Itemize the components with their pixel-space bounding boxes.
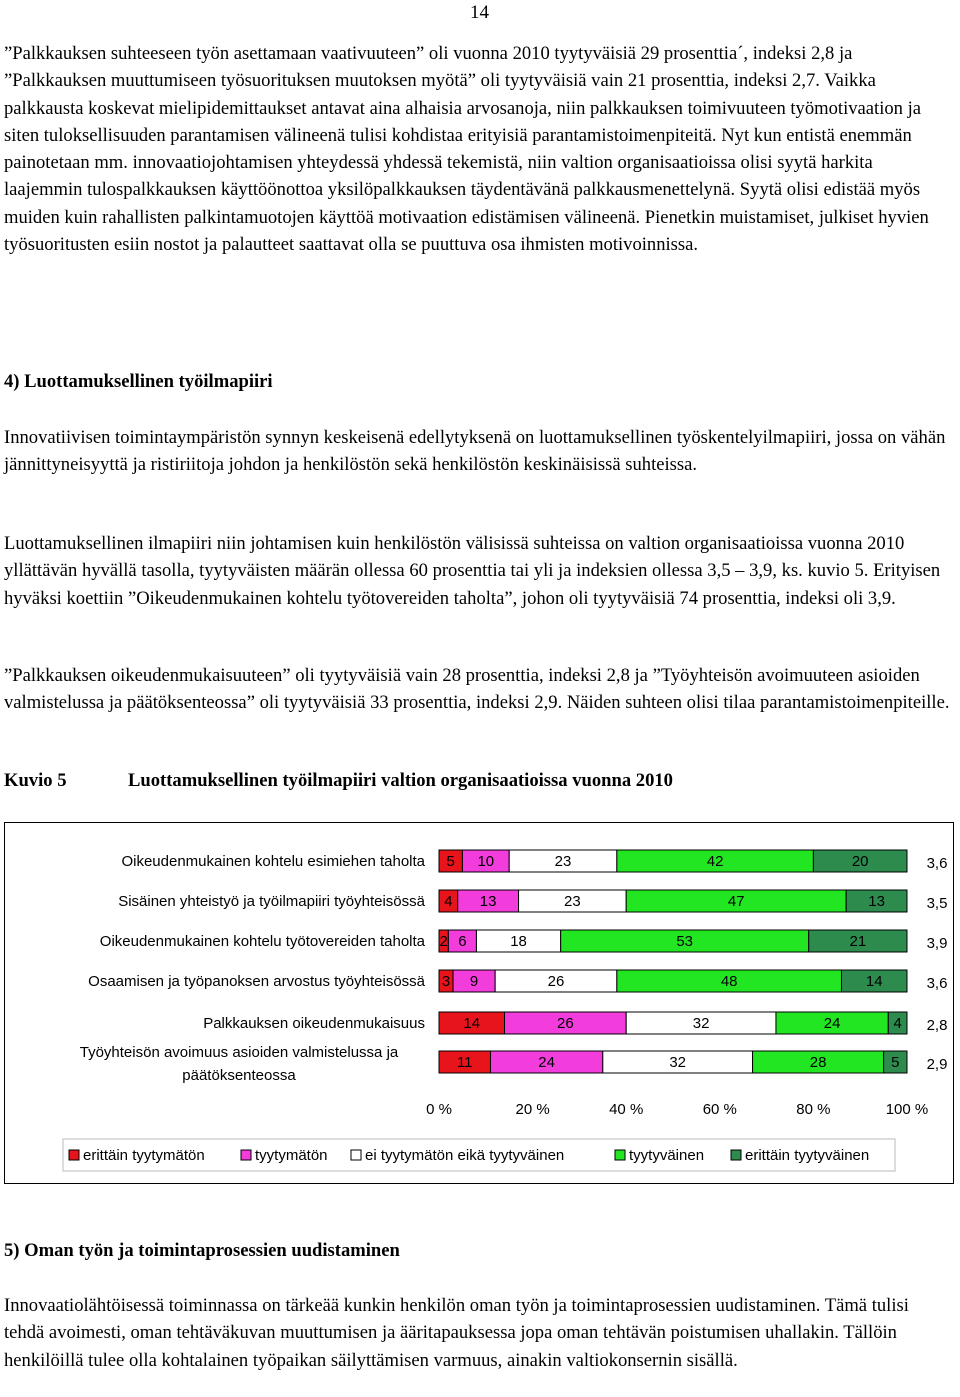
index-value: 2,8 [926, 1017, 948, 1034]
paragraph-5: Innovaatiolähtöisessä toiminnassa on tärkeää kunkin henkilön oman työn ja toimintaprosessien uudistaminen. Tämä tulisi tehdä avoimesti, oman tehtäväkuvan muuttumisen ja ääritapauksessa jopa oman tehtävän poistumisen uhallakin. Tällöin henkilöillä tulee olla kohtalainen työpaikan säilyttämisen varmuus, ainakin valtiokonsernin sisällä. [4, 1295, 909, 1371]
data-label: 4 [893, 1015, 902, 1032]
index-value: 2,9 [926, 1056, 948, 1073]
legend-label: tyytyväinen [629, 1147, 705, 1164]
x-tick-label: 60 % [702, 1101, 737, 1118]
data-label: 23 [554, 853, 572, 870]
data-label: 42 [706, 853, 724, 870]
data-label: 9 [469, 973, 479, 990]
paragraph-3: Luottamuksellinen ilmapiiri niin johtamisen kuin henkilöstön välisissä suhteissa on valtion organisaatioissa vuonna 2010 yllättävän hyvällä tasolla, tyytyväisten määrän ollessa 60 prosenttia tai yli ja indeksien ollessa 3,5 – 3,9, ks. kuvio 5. Erityisen hyväksi koettiin ”Oikeudenmukainen kohtelu työtovereiden taholta”, johon oli tyytyväisiä 74 prosenttia, indeksi oli 3,9. [4, 533, 941, 609]
category-label: Oikeudenmukainen kohtelu esimiehen taholta [121, 853, 425, 870]
legend-label: erittäin tyytymätön [83, 1147, 205, 1164]
data-label: 14 [463, 1015, 481, 1032]
legend-swatch [351, 1150, 361, 1160]
data-label: 26 [547, 973, 565, 990]
data-label: 13 [868, 893, 885, 910]
legend-swatch [615, 1150, 625, 1160]
paragraph-1: ”Palkkauksen suhteeseen työn asettamaan vaativuuteen” oli vuonna 2010 tyytyväisiä 29 prosenttia´, indeksi 2,8 ja ”Palkkauksen muuttumiseen työsuorituksen muutoksen myötä” oli tyytyväisiä vain 21 prosenttia, indeksi 2,7. Vaikka palkkausta koskevat mielipidemittaukset antavat aina alhaisia arvosanoja, niin palkkauksen toimivuuteen työmotivaation ja siten tuloksellisuuden parantamisen välineenä tulisi kohdistaa erityisiä parantamistoimenpiteitä. Nyt kun entistä enemmän painotetaan mm. innovaatiojohtamisen yhteydessä yhdessä tekemistä, niin valtion organisaatioissa olisi syytä harkita laajemmin tulospalkkauksen käyttöönottoa yksilöpalkkauksen täydentävänä palkkausmenettelynä. Syytä olisi edistää myös muiden kuin rahallisten palkintamuotojen käyttöä motivaation edistämisen välineenä. Pienetkin muistamiset, julkiset hyvien työsuoritusten esiin nostot ja palautteet saattavat olla se puuttuva osa ihmisten motivoinnissa. [4, 43, 929, 256]
data-label: 24 [823, 1015, 841, 1032]
x-tick-label: 0 % [426, 1101, 452, 1118]
section-4-heading: 4) Luottamuksellinen työilmapiiri [4, 371, 273, 392]
data-label: 5 [891, 1054, 900, 1071]
x-tick-label: 40 % [609, 1101, 644, 1118]
data-label: 2 [439, 933, 448, 950]
category-label: Osaamisen ja työpanoksen arvostus työyhteisössä [88, 973, 425, 990]
data-label: 13 [479, 893, 497, 910]
legend-swatch [731, 1150, 741, 1160]
data-label: 24 [538, 1054, 555, 1071]
legend-swatch [241, 1150, 251, 1160]
data-label: 6 [458, 933, 467, 950]
legend-label: erittäin tyytyväinen [745, 1147, 870, 1164]
data-label: 23 [564, 893, 581, 910]
data-label: 32 [669, 1054, 687, 1071]
figure-number: Kuvio 5 [4, 770, 67, 791]
data-label: 28 [809, 1054, 827, 1071]
index-value: 3,6 [926, 855, 948, 872]
data-label: 18 [510, 933, 527, 950]
x-tick-label: 80 % [796, 1101, 831, 1118]
data-label: 26 [557, 1015, 574, 1032]
index-value: 3,5 [926, 895, 948, 912]
category-label: Työyhteisön avoimuus asioiden valmistelussa ja päätöksenteossa [79, 1044, 399, 1084]
category-label: Sisäinen yhteistyö ja työilmapiiri työyhteisössä [118, 893, 425, 910]
x-tick-label: 20 % [515, 1101, 550, 1118]
data-label: 4 [444, 893, 453, 910]
section-5-heading: 5) Oman työn ja toimintaprosessien uudistaminen [4, 1240, 400, 1261]
x-tick-label: 100 % [885, 1101, 929, 1118]
legend-swatch [69, 1150, 79, 1160]
page-number: 14 [470, 2, 489, 23]
data-label: 10 [477, 853, 495, 870]
figure-title: Luottamuksellinen työilmapiiri valtion organisaatioissa vuonna 2010 [128, 770, 673, 791]
paragraph-2: Innovatiivisen toimintaympäristön synnyn keskeisenä edellytyksenä on luottamuksellinen työskentelyilmapiiri, jossa on vähän jännittyneisyyttä ja ristiriitoja johdon ja henkilöstön sekä henkilöstön keskinäisissä suhteissa. [4, 427, 946, 476]
index-value: 3,6 [926, 975, 948, 992]
data-label: 47 [727, 893, 745, 910]
data-label: 3 [441, 973, 451, 990]
data-label: 5 [446, 853, 455, 870]
legend-label: ei tyytymätön eikä tyytyväinen [365, 1147, 565, 1164]
paragraph-4: ”Palkkauksen oikeudenmukaisuuteen” oli tyytyväisiä vain 28 prosenttia, indeksi 2,8 ja ”Työyhteisön avoimuuteen asioiden valmistelussa ja päätöksenteossa” oli tyytyväisiä 33 prosenttia, indeksi 2,9. Näiden suhteen olisi tilaa parantamistoimenpiteille. [4, 665, 950, 714]
data-label: 14 [865, 973, 883, 990]
data-label: 11 [456, 1054, 473, 1071]
index-value: 3,9 [926, 935, 948, 952]
stacked-bar-chart [5, 823, 953, 1183]
category-label: Palkkauksen oikeudenmukaisuus [203, 1015, 425, 1032]
category-label: Oikeudenmukainen kohtelu työtovereiden taholta [99, 933, 425, 950]
chart-frame [4, 822, 954, 1184]
data-label: 21 [849, 933, 867, 950]
data-label: 53 [676, 933, 694, 950]
legend-label: tyytymätön [255, 1147, 328, 1164]
data-label: 32 [692, 1015, 710, 1032]
data-label: 20 [851, 853, 869, 870]
data-label: 48 [720, 973, 738, 990]
